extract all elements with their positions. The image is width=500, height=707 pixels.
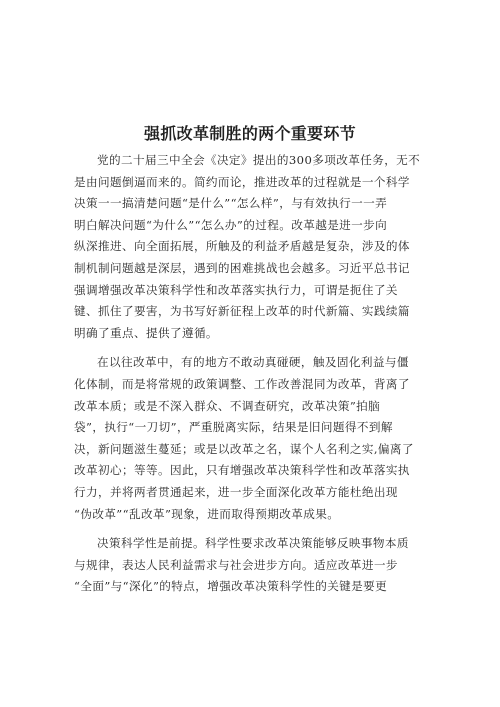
text-line: 明确了重点、提供了遵循。 xyxy=(74,325,218,340)
paragraph-2 xyxy=(74,352,432,525)
text-line: 决，新问题滋生蔓延；或是以改革之名，谋个人名利之实,偏离了 xyxy=(74,441,414,456)
text-line: 党的二十届三中全会《决定》提出的300多项改革任务，无不 xyxy=(97,153,421,167)
text-line: 在以往改革中，有的地方不敢动真碰硬，触及固化利益与僵 xyxy=(97,355,409,370)
text-line: 制机制问题越是深层，遇到的困难挑战也会越多。习近平总书记 xyxy=(74,260,410,275)
text-line: 纵深推进、向全面拓展，所触及的利益矛盾越是复杂，涉及的体 xyxy=(74,239,410,254)
text-line: 与规律，表达人民利益需求与社会进步方向。适应改革进一步 xyxy=(74,557,398,572)
document-title: 强抓改革制胜的两个重要环节 xyxy=(144,124,356,143)
text-line: “伪改革”“乱改革”现象，进而取得预期改革成果。 xyxy=(74,506,340,521)
text-line: 决策科学性是前提。科学性要求改革决策能够反映事物本质 xyxy=(97,536,409,551)
text-line: 强调增强改革决策科学性和改革落实执行力，可谓是扼住了关 xyxy=(74,282,398,297)
text-line: 改革初心；等等。因此，只有增强改革决策科学性和改革落实执 xyxy=(74,463,410,478)
text-line: 决策一一搞清楚问题“是什么”“怎么样”，与有效执行一一弄 xyxy=(74,196,388,211)
text-line: “全面”与“深化”的特点，增强改革决策科学性的关键是要更 xyxy=(74,579,388,594)
paragraph-1 xyxy=(74,150,432,344)
text-line: 明白解决问题“为什么”“怎么办”的过程。改革越是进一步向 xyxy=(74,217,388,232)
text-line: 改革本质；或是不深入群众、不调查研究，改革决策”拍脑 xyxy=(74,398,381,413)
text-line: 是由问题倒逼而来的。简约而论，推进改革的过程就是一个科学 xyxy=(74,174,410,189)
paragraph-3 xyxy=(74,533,432,598)
text-line: 行力，并将两者贯通起来，进一步全面深化改革方能杜绝出现 xyxy=(74,484,398,499)
text-line: 袋”，执行“一刀切”，严重脱离实际，结果是旧问题得不到解 xyxy=(74,420,393,435)
text-line: 化体制，而是将常规的政策调整、工作改善混同为改革，背离了 xyxy=(74,376,410,391)
text-line: 键、抓住了要害，为书写好新征程上改革的时代新篇、实践续篇 xyxy=(74,304,410,319)
document-body xyxy=(74,150,432,606)
